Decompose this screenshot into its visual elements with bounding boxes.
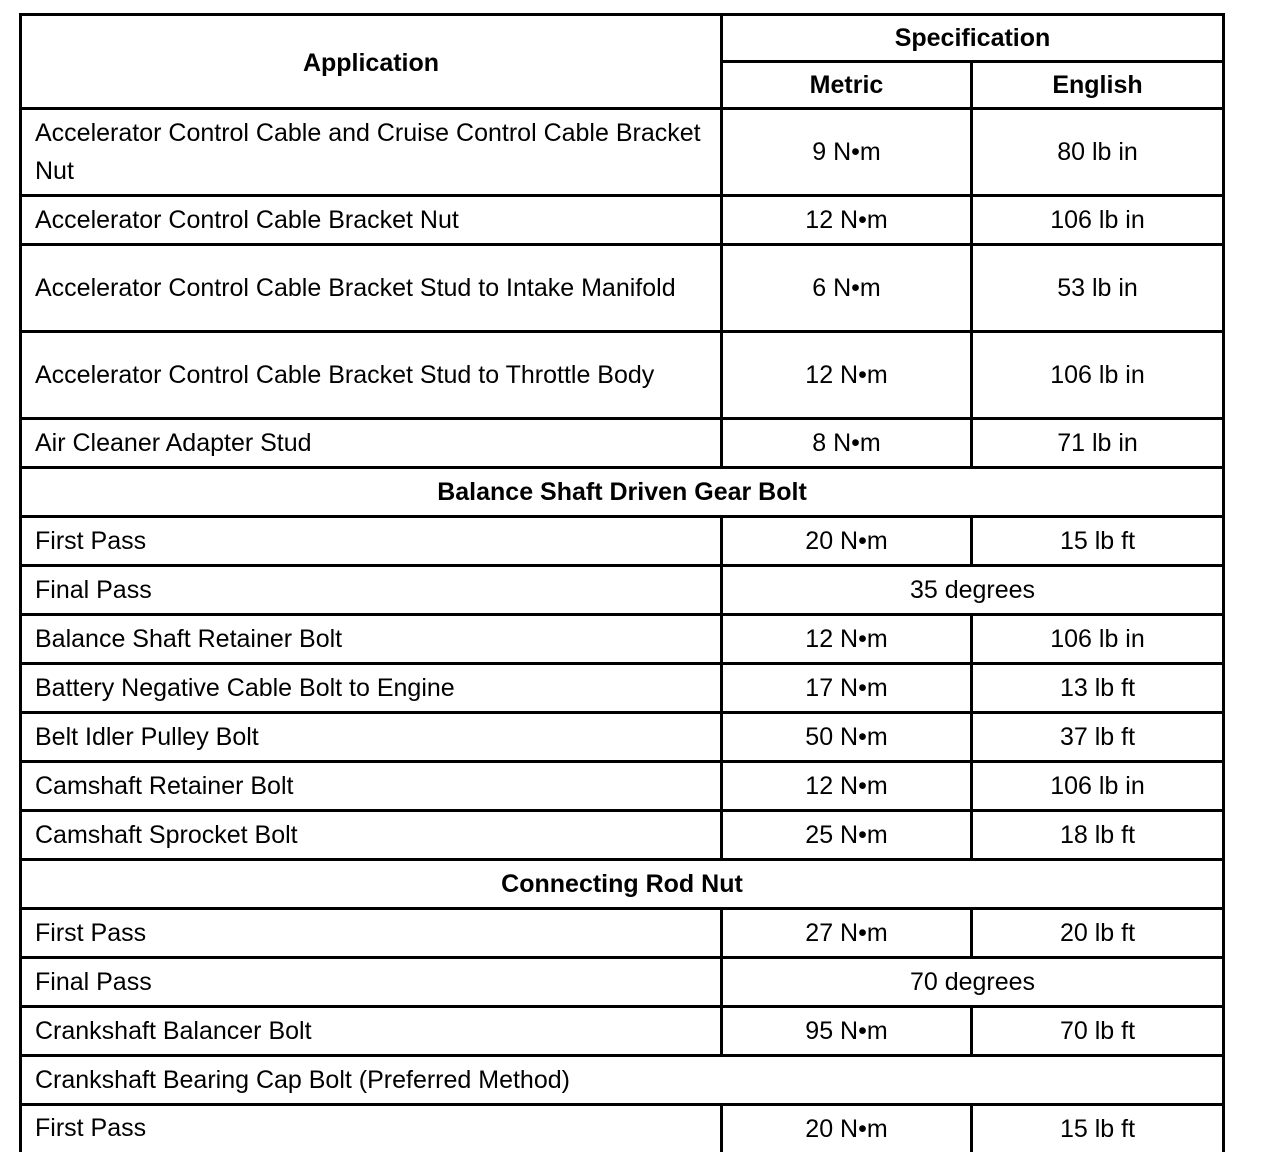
metric-cell: 25 N•m bbox=[722, 811, 972, 860]
table-body bbox=[21, 109, 1224, 1153]
english-cell: 71 lb in bbox=[972, 419, 1224, 468]
english-cell: 18 lb ft bbox=[972, 811, 1224, 860]
table-row bbox=[21, 958, 1224, 1007]
section-row bbox=[21, 468, 1224, 517]
table-row bbox=[21, 1056, 1224, 1105]
metric-cell: 12 N•m bbox=[722, 615, 972, 664]
header-application: Application bbox=[21, 15, 722, 109]
metric-cell: 20 N•m bbox=[722, 517, 972, 566]
table-row bbox=[21, 615, 1224, 664]
english-cell: 53 lb in bbox=[972, 245, 1224, 332]
application-cell: Balance Shaft Retainer Bolt bbox=[21, 615, 722, 664]
torque-spec-table bbox=[19, 13, 1225, 1152]
english-cell: 70 lb ft bbox=[972, 1007, 1224, 1056]
english-cell: 37 lb ft bbox=[972, 713, 1224, 762]
metric-cell: 12 N•m bbox=[722, 332, 972, 419]
english-cell: 106 lb in bbox=[972, 762, 1224, 811]
english-cell: 106 lb in bbox=[972, 332, 1224, 419]
application-cell: Belt Idler Pulley Bolt bbox=[21, 713, 722, 762]
section-title: Balance Shaft Driven Gear Bolt bbox=[21, 468, 1224, 517]
table-row bbox=[21, 196, 1224, 245]
application-cell: Final Pass bbox=[21, 566, 722, 615]
application-cell: Crankshaft Bearing Cap Bolt (Preferred Method) bbox=[21, 1056, 1224, 1105]
application-cell: Accelerator Control Cable and Cruise Control Cable Bracket Nut bbox=[21, 109, 722, 196]
table-header bbox=[21, 15, 1224, 109]
table-row bbox=[21, 419, 1224, 468]
table-row bbox=[21, 109, 1224, 196]
table-row bbox=[21, 1007, 1224, 1056]
english-cell: 15 lb ft bbox=[972, 1105, 1224, 1153]
english-cell: 106 lb in bbox=[972, 615, 1224, 664]
english-cell: 15 lb ft bbox=[972, 517, 1224, 566]
metric-cell: 20 N•m bbox=[722, 1105, 972, 1153]
metric-cell: 27 N•m bbox=[722, 909, 972, 958]
metric-cell: 12 N•m bbox=[722, 762, 972, 811]
application-cell: Camshaft Retainer Bolt bbox=[21, 762, 722, 811]
table-row bbox=[21, 566, 1224, 615]
application-cell: Camshaft Sprocket Bolt bbox=[21, 811, 722, 860]
application-cell: First Pass bbox=[21, 517, 722, 566]
table-row bbox=[21, 713, 1224, 762]
application-cell: Air Cleaner Adapter Stud bbox=[21, 419, 722, 468]
application-cell: Final Pass bbox=[21, 958, 722, 1007]
angle-value-cell: 35 degrees bbox=[722, 566, 1224, 615]
section-title: Connecting Rod Nut bbox=[21, 860, 1224, 909]
english-cell: 80 lb in bbox=[972, 109, 1224, 196]
metric-cell: 50 N•m bbox=[722, 713, 972, 762]
application-cell: Crankshaft Balancer Bolt bbox=[21, 1007, 722, 1056]
section-row bbox=[21, 860, 1224, 909]
header-metric: Metric bbox=[722, 62, 972, 109]
english-cell: 106 lb in bbox=[972, 196, 1224, 245]
application-cell: Accelerator Control Cable Bracket Nut bbox=[21, 196, 722, 245]
application-cell: Battery Negative Cable Bolt to Engine bbox=[21, 664, 722, 713]
metric-cell: 17 N•m bbox=[722, 664, 972, 713]
table-row bbox=[21, 245, 1224, 332]
application-cell: Accelerator Control Cable Bracket Stud to Throttle Body bbox=[21, 332, 722, 419]
table-row bbox=[21, 1105, 1224, 1153]
table-row bbox=[21, 332, 1224, 419]
application-cell: First Pass bbox=[21, 909, 722, 958]
english-cell: 13 lb ft bbox=[972, 664, 1224, 713]
application-cell: First Pass bbox=[21, 1105, 722, 1153]
table-row bbox=[21, 762, 1224, 811]
table-row bbox=[21, 664, 1224, 713]
table-row bbox=[21, 517, 1224, 566]
header-english: English bbox=[972, 62, 1224, 109]
english-cell: 20 lb ft bbox=[972, 909, 1224, 958]
angle-value-cell: 70 degrees bbox=[722, 958, 1224, 1007]
table-row bbox=[21, 811, 1224, 860]
metric-cell: 6 N•m bbox=[722, 245, 972, 332]
application-cell: Accelerator Control Cable Bracket Stud to Intake Manifold bbox=[21, 245, 722, 332]
metric-cell: 9 N•m bbox=[722, 109, 972, 196]
torque-spec-document bbox=[19, 13, 1222, 1152]
metric-cell: 8 N•m bbox=[722, 419, 972, 468]
table-row bbox=[21, 909, 1224, 958]
metric-cell: 95 N•m bbox=[722, 1007, 972, 1056]
metric-cell: 12 N•m bbox=[722, 196, 972, 245]
header-specification: Specification bbox=[722, 15, 1224, 62]
